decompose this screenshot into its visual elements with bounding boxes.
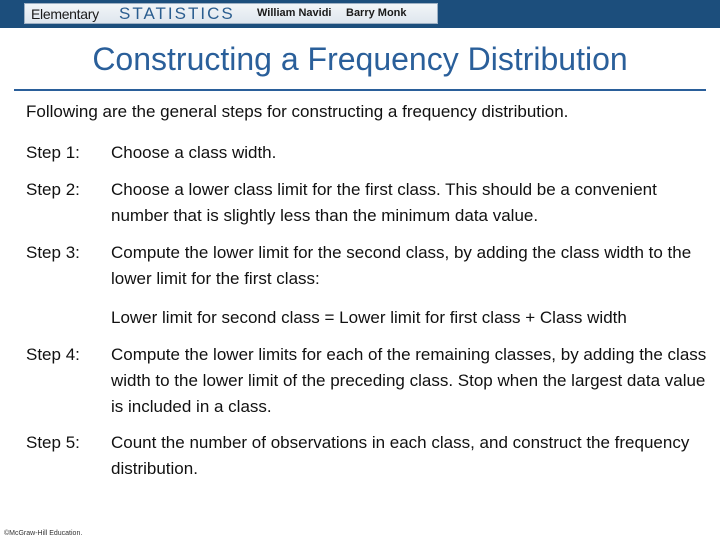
header-banner bbox=[0, 0, 720, 28]
step-1-label: Step 1: bbox=[26, 143, 80, 162]
book-title-elementary: Elementary bbox=[31, 6, 99, 22]
step-3-text: Compute the lower limit for the second class, by adding the class width to the lower limit for the first class: bbox=[111, 243, 692, 288]
formula-text: Lower limit for second class = Lower limit for first class + Class width bbox=[111, 308, 627, 327]
copyright-notice: ©McGraw-Hill Education. bbox=[4, 530, 83, 537]
book-title-box bbox=[24, 3, 438, 24]
step-2-text: Choose a lower class limit for the first class. This should be a convenient number that is slightly less than the minimum data value. bbox=[111, 180, 657, 225]
step-2-label: Step 2: bbox=[26, 180, 80, 199]
step-4-text: Compute the lower limits for each of the remaining classes, by adding the class width to the lower limit of the preceding class. Stop when the largest data value is included in a class. bbox=[111, 345, 707, 416]
author-name-2: Barry Monk bbox=[346, 7, 407, 19]
step-5-label: Step 5: bbox=[26, 433, 80, 452]
title-divider bbox=[14, 89, 706, 91]
step-5-text: Count the number of observations in each class, and construct the frequency distribution. bbox=[111, 433, 690, 478]
step-4-label: Step 4: bbox=[26, 345, 80, 364]
author-name-1: William Navidi bbox=[257, 7, 332, 19]
intro-text: Following are the general steps for constructing a frequency distribution. bbox=[26, 102, 569, 121]
step-3-label: Step 3: bbox=[26, 243, 80, 262]
step-1-text: Choose a class width. bbox=[111, 143, 277, 162]
book-title-statistics: STATISTICS bbox=[119, 4, 235, 23]
slide-title: Constructing a Frequency Distribution bbox=[92, 41, 628, 77]
